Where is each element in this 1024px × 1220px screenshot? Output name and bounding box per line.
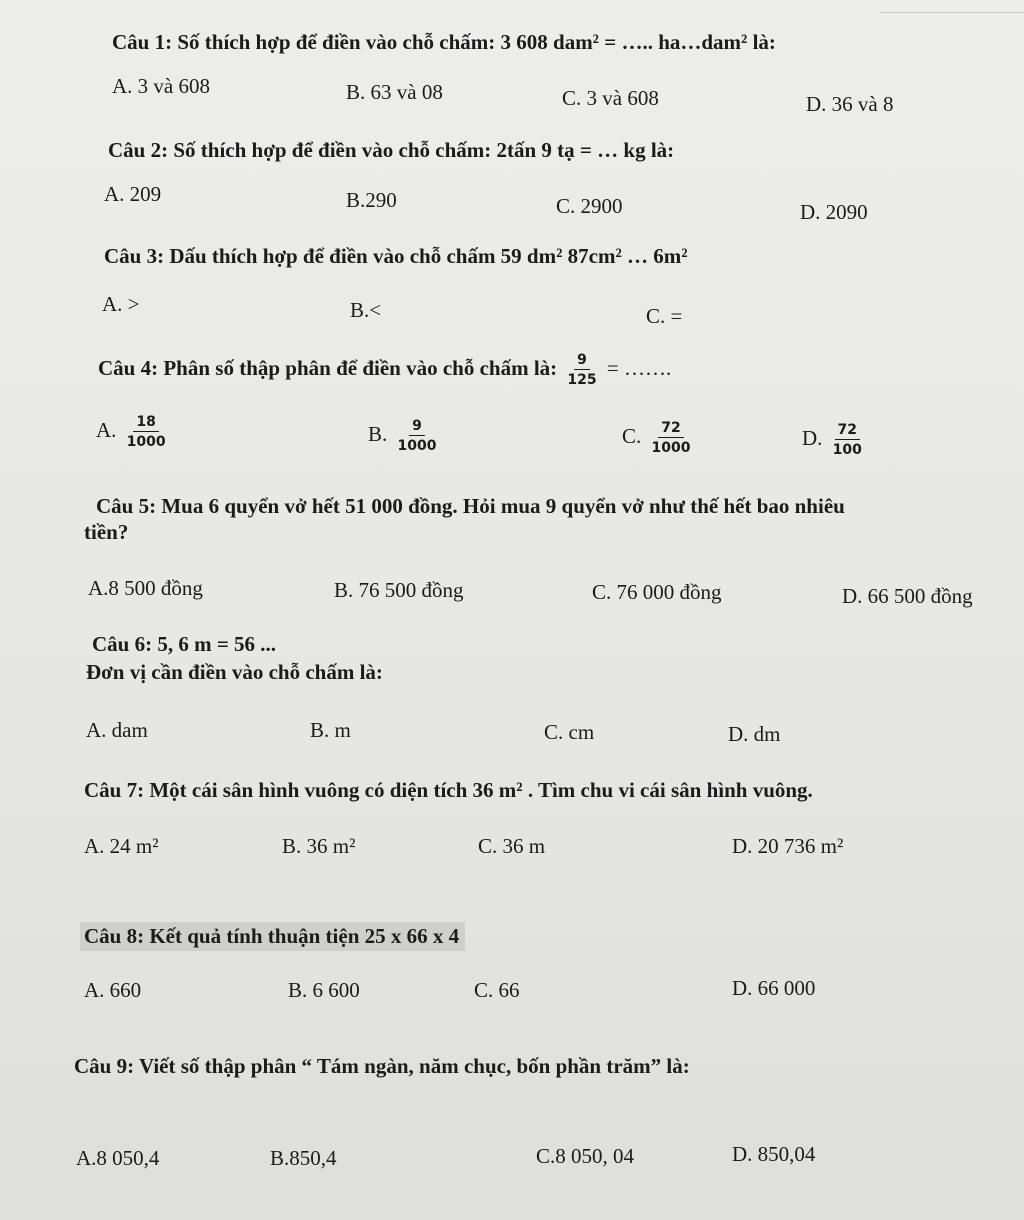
- question-1-option-b[interactable]: B. 63 và 08: [346, 80, 443, 104]
- option-b-fraction: [395, 418, 440, 454]
- question-4-option-c[interactable]: [622, 420, 695, 456]
- question-5-prompt-line-2: tiền?: [84, 520, 129, 544]
- option-d-denominator: 100: [832, 442, 862, 458]
- question-8-option-a[interactable]: A. 660: [84, 978, 142, 1002]
- page-edge-line: [880, 12, 1024, 13]
- option-c-label: C.: [622, 423, 642, 448]
- question-8-option-d[interactable]: D. 66 000: [732, 976, 816, 1000]
- question-4-option-d[interactable]: [802, 422, 867, 458]
- option-c-denominator: 1000: [651, 440, 691, 456]
- question-5-option-d[interactable]: D. 66 500 đồng: [842, 584, 973, 608]
- option-c-fraction: [649, 420, 694, 456]
- question-5-prompt-line-1: Câu 5: Mua 6 quyển vở hết 51 000 đồng. Hỏi mua 9 quyển vở như thế hết bao nhiêu: [96, 494, 845, 518]
- question-2-option-d[interactable]: D. 2090: [800, 200, 868, 224]
- question-3-option-c[interactable]: C. =: [646, 304, 683, 328]
- option-b-denominator: 1000: [397, 438, 437, 454]
- question-2-option-c[interactable]: C. 2900: [556, 194, 623, 218]
- question-4-option-a[interactable]: [96, 414, 171, 450]
- question-6-option-b[interactable]: B. m: [310, 718, 351, 742]
- question-9-option-d[interactable]: D. 850,04: [732, 1142, 816, 1166]
- question-4-blank: = …….: [606, 355, 672, 380]
- question-8-prompt: Câu 8: Kết quả tính thuận tiện 25 x 66 x 4: [80, 922, 465, 951]
- question-3-option-a[interactable]: A. >: [102, 292, 140, 316]
- question-5-option-c[interactable]: C. 76 000 đồng: [592, 580, 722, 604]
- question-1-option-a[interactable]: A. 3 và 608: [112, 74, 210, 98]
- option-a-label: A.: [96, 417, 117, 442]
- option-a-fraction: [124, 414, 169, 450]
- question-2-option-b[interactable]: B.290: [346, 188, 397, 212]
- question-9-option-a[interactable]: A.8 050,4: [76, 1146, 160, 1170]
- question-3-option-b[interactable]: B.<: [350, 298, 382, 322]
- option-b-label: B.: [368, 421, 388, 446]
- question-7-option-a[interactable]: A. 24 m²: [84, 834, 159, 858]
- option-a-numerator: 18: [133, 414, 158, 432]
- option-d-numerator: 72: [835, 422, 860, 440]
- question-1-option-d[interactable]: D. 36 và 8: [806, 92, 894, 116]
- question-9-prompt: Câu 9: Viết số thập phân “ Tám ngàn, năm chục, bốn phần trăm” là:: [74, 1054, 690, 1078]
- question-4-prompt: Câu 4: Phân số thập phân để điền vào chỗ chấm là:: [98, 355, 558, 380]
- question-7-option-d[interactable]: D. 20 736 m²: [732, 834, 844, 858]
- question-7-option-b[interactable]: B. 36 m²: [282, 834, 356, 858]
- question-6-prompt-line-1: Câu 6: 5, 6 m = 56 ...: [92, 632, 277, 656]
- question-3-prompt: Câu 3: Dấu thích hợp để điền vào chỗ chấm 59 dm² 87cm² … 6m²: [104, 244, 688, 268]
- question-7-prompt: Câu 7: Một cái sân hình vuông có diện tích 36 m² . Tìm chu vi cái sân hình vuông.: [84, 778, 813, 802]
- question-9-option-c[interactable]: C.8 050, 04: [536, 1144, 635, 1168]
- option-b-numerator: 9: [409, 418, 425, 436]
- question-4-fraction: [564, 352, 599, 388]
- question-6-option-a[interactable]: A. dam: [86, 718, 148, 742]
- question-8-option-c[interactable]: C. 66: [474, 978, 520, 1002]
- option-a-denominator: 1000: [126, 434, 166, 450]
- question-4-fraction-denominator: 125: [567, 372, 597, 388]
- question-2-option-a[interactable]: A. 209: [104, 182, 162, 206]
- question-4-prompt-row: [98, 352, 671, 388]
- question-5-option-b[interactable]: B. 76 500 đồng: [334, 578, 464, 602]
- option-c-numerator: 72: [658, 420, 683, 438]
- question-1-option-c[interactable]: C. 3 và 608: [562, 86, 659, 110]
- option-d-label: D.: [802, 425, 823, 450]
- question-4-fraction-numerator: 9: [574, 352, 590, 370]
- question-6-option-d[interactable]: D. dm: [728, 722, 781, 746]
- question-6-option-c[interactable]: C. cm: [544, 720, 595, 744]
- question-7-option-c[interactable]: C. 36 m: [478, 834, 546, 858]
- question-5-option-a[interactable]: A.8 500 đồng: [88, 576, 203, 600]
- question-8-option-b[interactable]: B. 6 600: [288, 978, 360, 1002]
- question-9-option-b[interactable]: B.850,4: [270, 1146, 337, 1170]
- question-6-prompt-line-2: Đơn vị cần điền vào chỗ chấm là:: [86, 660, 383, 684]
- option-d-fraction: [830, 422, 865, 458]
- question-1-prompt: Câu 1: Số thích hợp để điền vào chỗ chấm: 3 608 dam² = ….. ha…dam² là:: [112, 30, 776, 54]
- question-4-option-b[interactable]: [368, 418, 441, 454]
- question-2-prompt: Câu 2: Số thích hợp để điền vào chỗ chấm: 2tấn 9 tạ = … kg là:: [108, 138, 675, 162]
